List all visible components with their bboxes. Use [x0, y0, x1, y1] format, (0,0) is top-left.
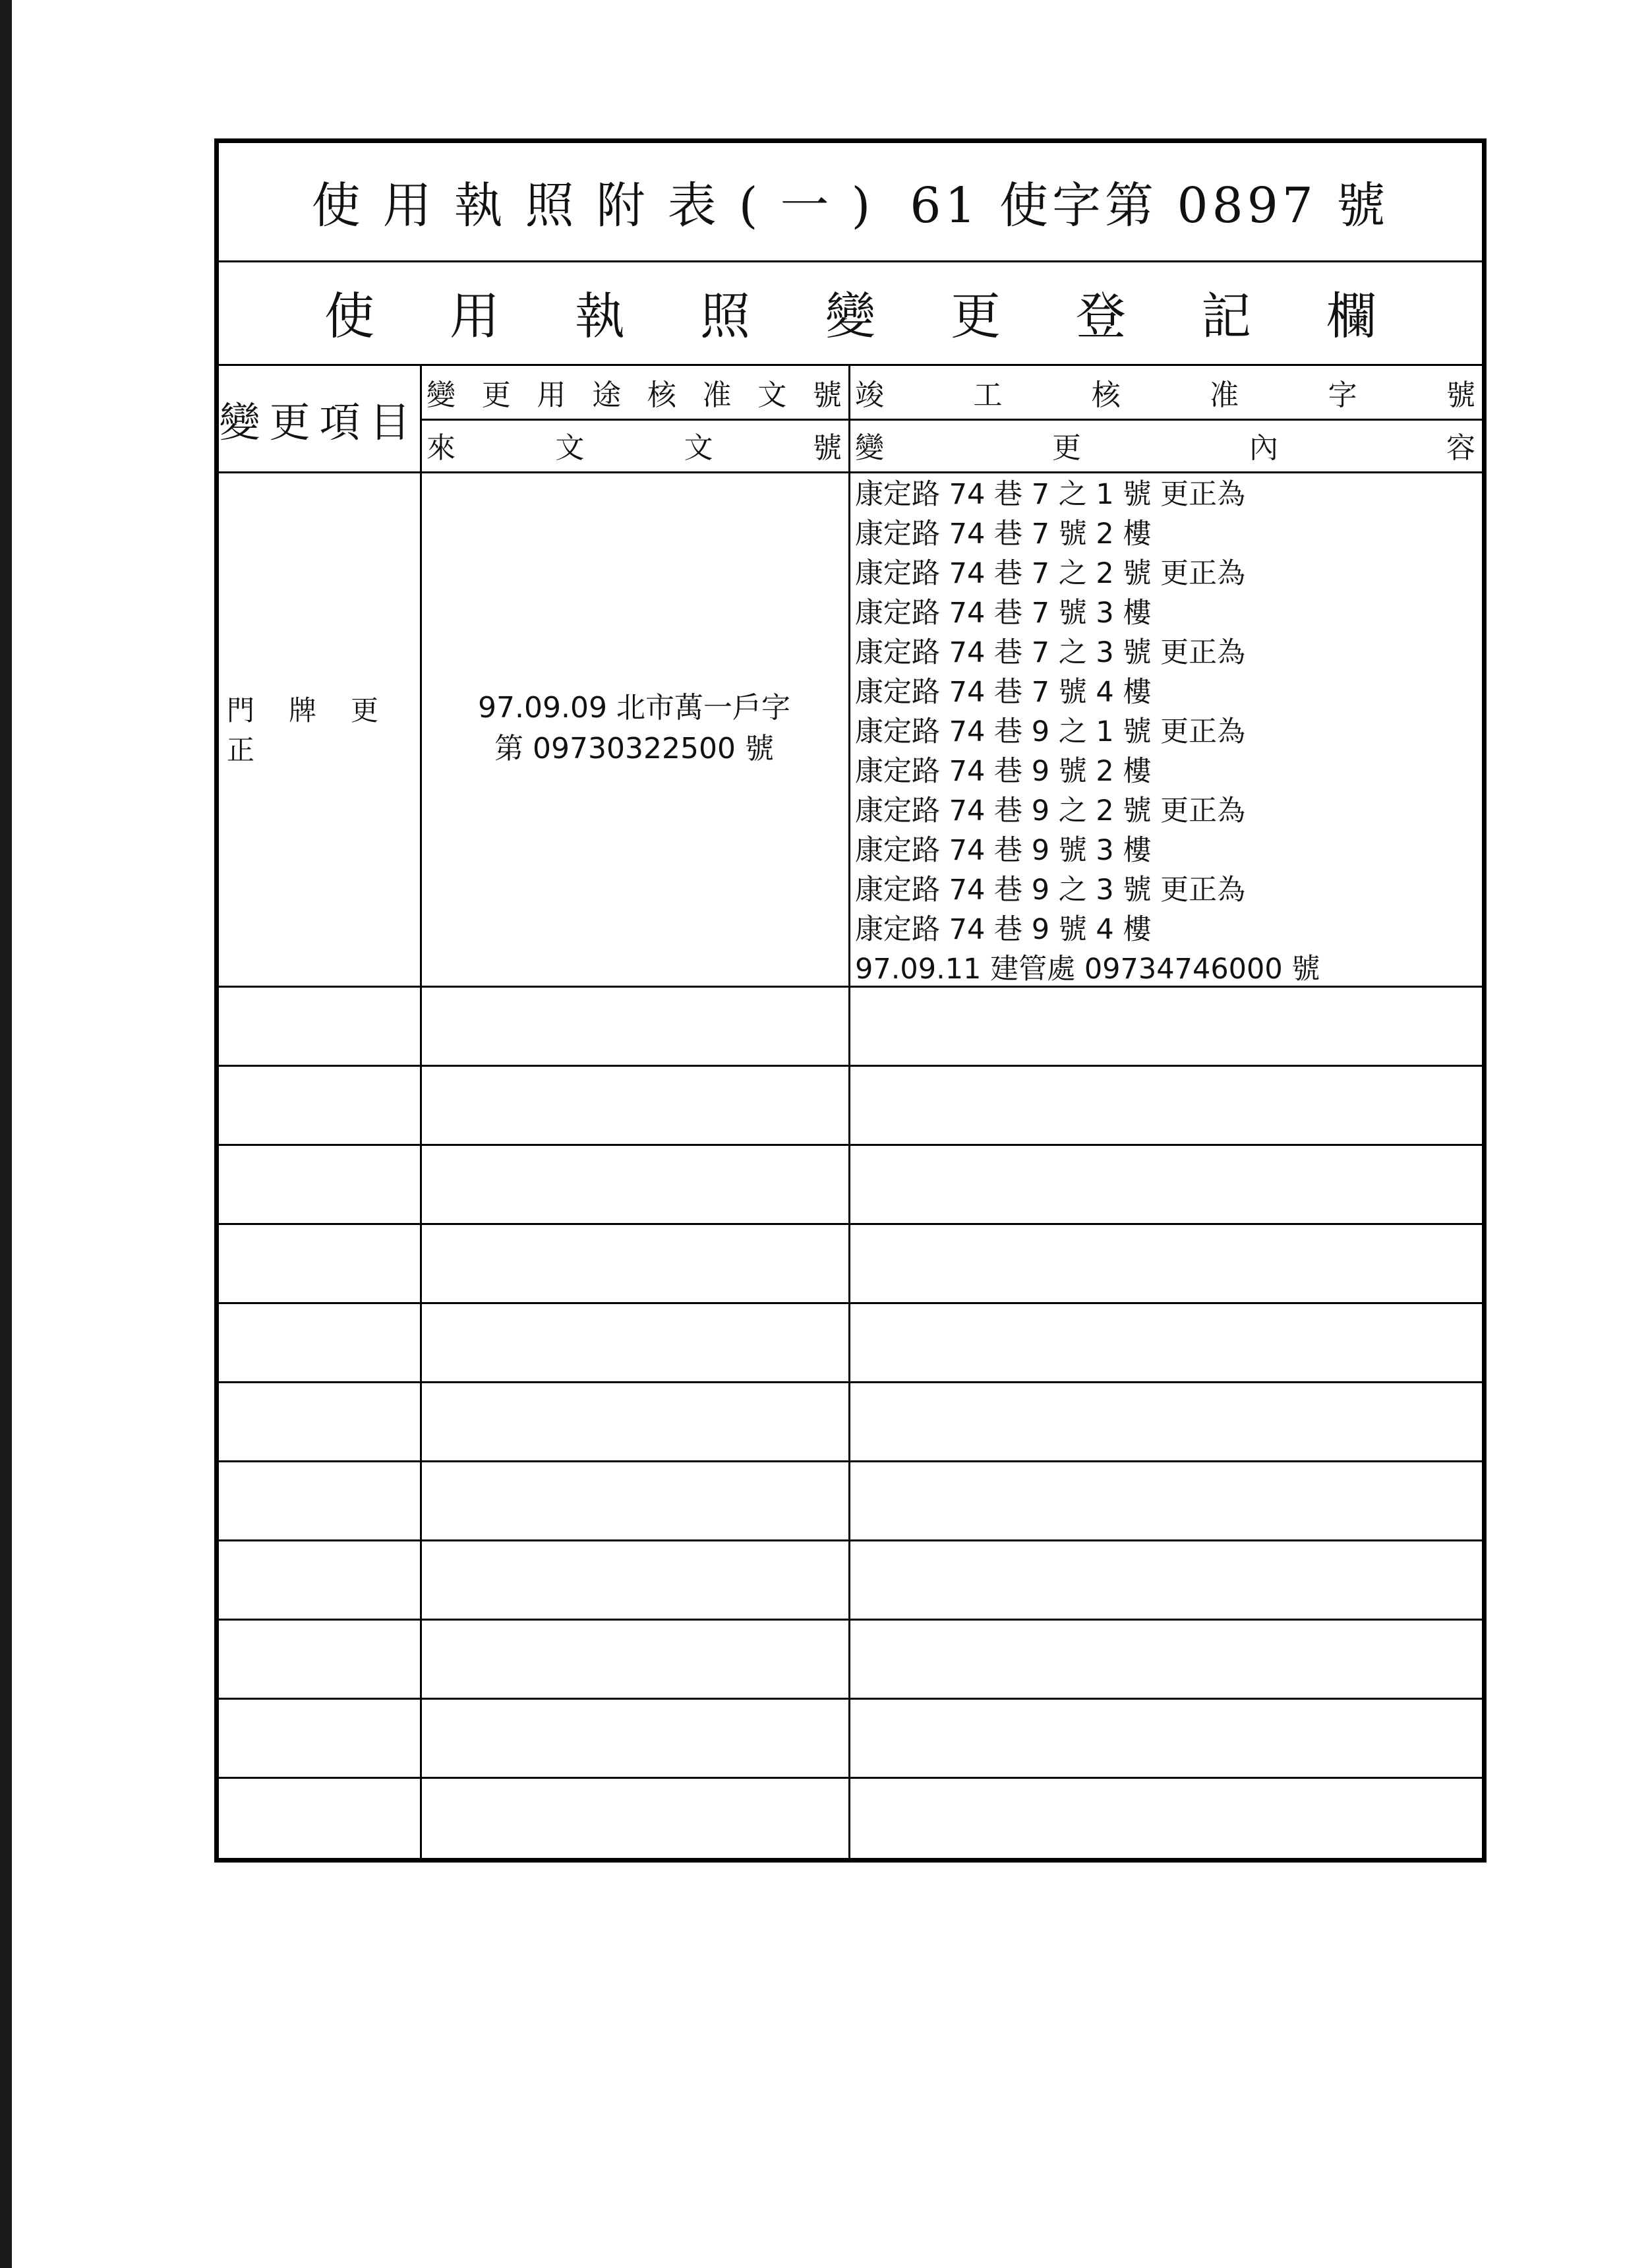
- empty-row-line: [219, 1144, 1482, 1146]
- record-item-text: 門牌更正: [227, 694, 413, 766]
- header-char: 內: [1249, 431, 1278, 465]
- form-subtitle: [219, 260, 1482, 366]
- header-char: 文: [757, 378, 787, 412]
- form-title-label: 使用執照附表(一): [311, 177, 893, 234]
- content-line: 康定路 74 巷 7 號 2 樓: [855, 518, 1152, 551]
- content-line: 康定路 74 巷 7 之 1 號 更正為: [855, 478, 1246, 511]
- header-change-content: [848, 419, 1482, 471]
- record-change-content: [848, 471, 1482, 986]
- license-number: 61 使字第 0897 號: [910, 177, 1390, 234]
- header-char: 號: [1446, 378, 1475, 412]
- header-change-item: 變更項目: [219, 398, 420, 446]
- header-char: 准: [702, 378, 732, 412]
- content-line: 康定路 74 巷 7 號 4 樓: [855, 676, 1152, 709]
- header-char: 核: [647, 378, 676, 412]
- content-line: 康定路 74 巷 9 號 3 樓: [855, 834, 1152, 867]
- header-char: 文: [684, 431, 713, 465]
- subtitle-char: 記: [1201, 287, 1251, 345]
- content-line: 康定路 74 巷 7 之 2 號 更正為: [855, 557, 1246, 590]
- header-char: 准: [1210, 378, 1239, 412]
- content-line: 康定路 74 巷 9 號 2 樓: [855, 755, 1152, 788]
- empty-row-line: [219, 1777, 1482, 1779]
- content-line: 康定路 74 巷 9 之 3 號 更正為: [855, 874, 1246, 907]
- subtitle-char: 更: [951, 287, 1001, 345]
- scan-edge: [0, 0, 12, 2268]
- header-char: 途: [592, 378, 622, 412]
- registration-form: [214, 138, 1487, 1863]
- empty-row-line: [219, 1460, 1482, 1462]
- header-char: 號: [812, 431, 842, 465]
- subtitle-char: 照: [700, 287, 750, 345]
- header-char: 容: [1446, 431, 1475, 465]
- subtitle-char: 用: [450, 287, 500, 345]
- subtitle-char: 變: [825, 287, 875, 345]
- empty-row-line: [219, 1223, 1482, 1225]
- empty-row-line: [219, 1539, 1482, 1541]
- doc-line: 97.09.09 北市萬一戶字: [478, 691, 790, 725]
- doc-line: 第 09730322500 號: [494, 732, 774, 765]
- header-char: 變: [427, 378, 456, 412]
- content-line: 康定路 74 巷 9 之 2 號 更正為: [855, 794, 1246, 827]
- header-char: 更: [481, 378, 511, 412]
- content-line: 康定路 74 巷 7 之 3 號 更正為: [855, 636, 1246, 669]
- header-completion-approval: [848, 366, 1482, 419]
- change-table: [219, 366, 1482, 1858]
- header-char: 核: [1091, 378, 1121, 412]
- form-title: [219, 143, 1482, 262]
- header-char: 用: [537, 378, 566, 412]
- empty-row-line: [219, 1302, 1482, 1304]
- empty-row-line: [219, 1698, 1482, 1700]
- subtitle-char: 使: [324, 287, 374, 345]
- record-change-item: [219, 471, 420, 986]
- empty-row-line: [219, 1619, 1482, 1621]
- empty-row-line: [219, 986, 1482, 988]
- header-incoming-doc: [420, 419, 848, 471]
- subtitle-char: 登: [1076, 287, 1126, 345]
- empty-row-line: [219, 1065, 1482, 1067]
- subtitle-char: 執: [575, 287, 625, 345]
- header-purpose-approval: [420, 366, 848, 419]
- header-char: 更: [1052, 431, 1081, 465]
- record-doc-number: [420, 471, 848, 986]
- header-char: 竣: [855, 378, 884, 412]
- header-char: 來: [427, 431, 456, 465]
- content-line: 97.09.11 建管處 09734746000 號: [855, 953, 1320, 986]
- content-line: 康定路 74 巷 9 之 1 號 更正為: [855, 715, 1246, 748]
- header-char: 工: [973, 378, 1003, 412]
- header-char: 號: [812, 378, 842, 412]
- empty-row-line: [219, 1381, 1482, 1383]
- header-char: 變: [855, 431, 884, 465]
- content-line: 康定路 74 巷 9 號 4 樓: [855, 913, 1152, 946]
- content-line: 康定路 74 巷 7 號 3 樓: [855, 597, 1152, 630]
- subtitle-char: 欄: [1326, 287, 1376, 345]
- header-char: 文: [555, 431, 585, 465]
- header-char: 字: [1328, 378, 1357, 412]
